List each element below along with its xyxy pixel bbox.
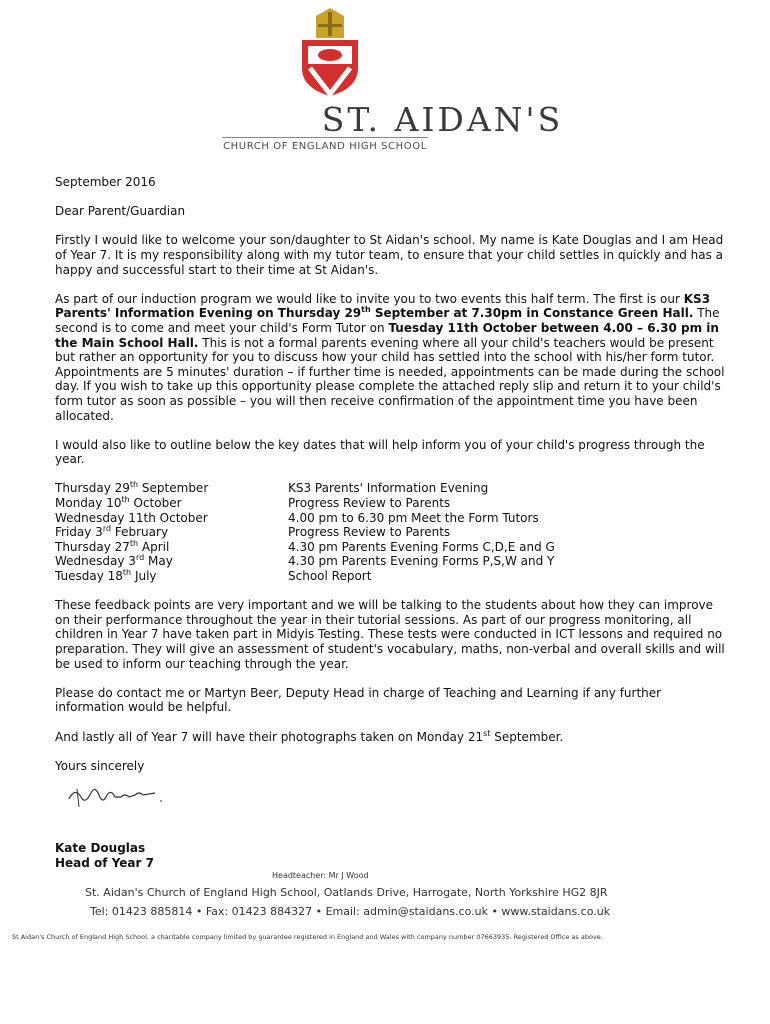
- key-date-event: Progress Review to Parents: [288, 525, 451, 540]
- key-date-day: Thursday 29th September: [55, 480, 209, 496]
- key-date-day: Monday 10th October: [55, 495, 182, 511]
- footer-contact: Tel: 01423 885814 • Fax: 01423 884327 • Email: admin@staidans.co.uk • www.staidans.co.uk: [90, 905, 611, 918]
- key-date-event: Progress Review to Parents: [288, 496, 451, 511]
- footer-headteacher: Headteacher: Mr J Wood: [272, 871, 369, 880]
- letter-salutation: Dear Parent/Guardian: [55, 204, 186, 219]
- letter-date: September 2016: [55, 175, 156, 189]
- signer-name: Kate Douglas: [55, 840, 146, 855]
- letter-feedback-paragraph: These feedback points are very important and we will be talking to the students about how they can improve on their performance throughout the year in their tutorial sessions. As part of our progress monitoring, all children in Year 7 have taken part in Midyis Testing. These tests were conducted in ICT lessons and required no preparation. They will give an assessment of student's vocabulary, maths, non-verbal and overall skills and will be used to inform our teaching through the year.: [55, 598, 725, 671]
- key-date-day: Friday 3rd February: [55, 524, 169, 540]
- handwritten-signature: [65, 779, 165, 813]
- school-name: ST. AIDAN'S: [321, 100, 564, 139]
- letter-contact-paragraph: Please do contact me or Martyn Beer, Deputy Head in charge of Teaching and Learning if any further information would be helpful.: [55, 685, 662, 715]
- letter-body: [55, 175, 725, 871]
- footer-registration: St Aidan's Church of England High School, a charitable company limited by guarantee registered in England and Wales with company number 07663935. Registered Office as above.: [12, 933, 603, 941]
- key-date-event: School Report: [288, 569, 372, 584]
- key-date-event: 4.30 pm Parents Evening Forms C,D,E and G: [288, 539, 555, 554]
- letter-key-dates-intro: I would also like to outline below the key dates that will help inform you of your child's progress through the year.: [55, 437, 705, 467]
- ks3-event-highlight: KS3 Parents' Information Evening on Thursday 29th September at 7.30pm in Constance Green Hall.: [55, 291, 711, 321]
- footer-address: St. Aidan's Church of England High School, Oatlands Drive, Harrogate, North Yorkshire HG2 8JR: [85, 886, 608, 899]
- key-date-event: KS3 Parents' Information Evening: [288, 481, 489, 496]
- key-date-day: Thursday 27th April: [55, 538, 170, 554]
- key-date-event: 4.00 pm to 6.30 pm Meet the Form Tutors: [288, 510, 539, 525]
- letter-closing: Yours sincerely: [55, 758, 145, 773]
- key-date-event: 4.30 pm Parents Evening Forms P,S,W and Y: [288, 554, 555, 569]
- key-date-day: Tuesday 18th July: [55, 568, 157, 584]
- letter-photographs-paragraph: And lastly all of Year 7 will have their photographs taken on Monday 21st September.: [55, 728, 564, 744]
- school-subtitle: CHURCH OF ENGLAND HIGH SCHOOL: [222, 137, 428, 152]
- form-tutor-event-highlight: Tuesday 11th October between 4.00 – 6.30 pm in the Main School Hall.: [55, 320, 719, 350]
- key-date-day: Wednesday 11th October: [55, 510, 208, 525]
- key-date-day: Wednesday 3rd May: [55, 553, 173, 569]
- signer-title: Head of Year 7: [55, 855, 154, 870]
- school-crest-logo: [300, 8, 360, 96]
- letter-intro-paragraph: Firstly I would like to welcome your son/daughter to St Aidan's school. My name is Kate Douglas and I am Head of Year 7. It is my responsibility along with my tutor team, to ensure that your child settles in quickly and has a happy and successful start to their time at St Aidan's.: [55, 233, 724, 277]
- key-dates-list: [55, 481, 725, 583]
- letter-invitation-paragraph: As part of our induction program we would like to invite you to two events this half term. The first is our KS3 Parents' Information Evening on Thursday 29th September at 7.30pm in Constance Green Hall. The second is to come and meet your child's Form Tutor on Tuesday 11th October between 4.00 – 6.30 pm in the Main School Hall. This is not a formal parents evening where all your child's teachers would be present but rather an opportunity for you to discuss how your child has settled into the school with his/her form tutor. Appointments are 5 minutes' duration – if further time is needed, appointments can be made during the school day. If you wish to take up this opportunity please complete the attached reply slip and return it to your child's form tutor as soon as possible – you will then receive confirmation of the appointment time you have been allocated.: [55, 291, 725, 423]
